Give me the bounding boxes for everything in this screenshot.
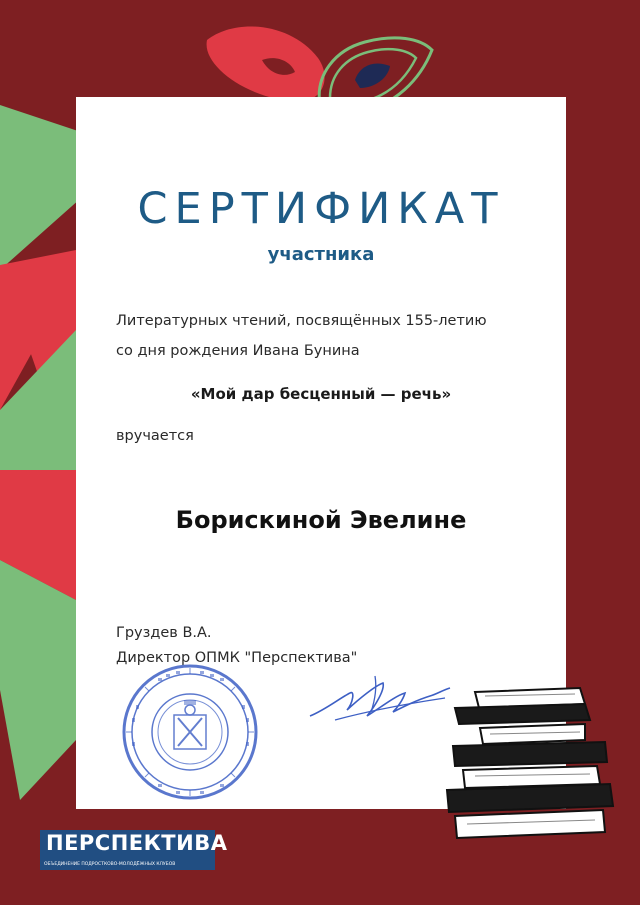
description-line-1: Литературных чтений, посвящённых 155-летию (116, 313, 487, 329)
green-triangle-4 (0, 690, 76, 800)
event-name: «Мой дар бесценный — речь» (190, 385, 452, 403)
signer-name: Груздев В.А. (116, 625, 212, 641)
books-stack-icon (435, 680, 625, 850)
recipient-name: Борискиной Эвелине (175, 506, 467, 534)
green-mask-eye (355, 64, 390, 88)
awarded-label: вручается (116, 428, 194, 444)
logo-tagline: ОБЪЕДИНЕНИЕ ПОДРОСТКОВО-МОЛОДЁЖНЫХ КЛУБОВ (44, 862, 176, 867)
certificate-subtitle: участника (267, 244, 375, 265)
logo-name: ПЕРСПЕКТИВА (46, 831, 228, 855)
perspektiva-logo (40, 830, 228, 867)
description-line-2: со дня рождения Ивана Бунина (116, 343, 360, 359)
official-stamp-icon (118, 660, 263, 805)
signer-position: Директор ОПМК "Перспектива" (116, 650, 358, 666)
signature-icon (305, 668, 455, 728)
logo-tagline-bar (40, 862, 215, 870)
certificate-title: СЕРТИФИКАТ (137, 184, 505, 234)
